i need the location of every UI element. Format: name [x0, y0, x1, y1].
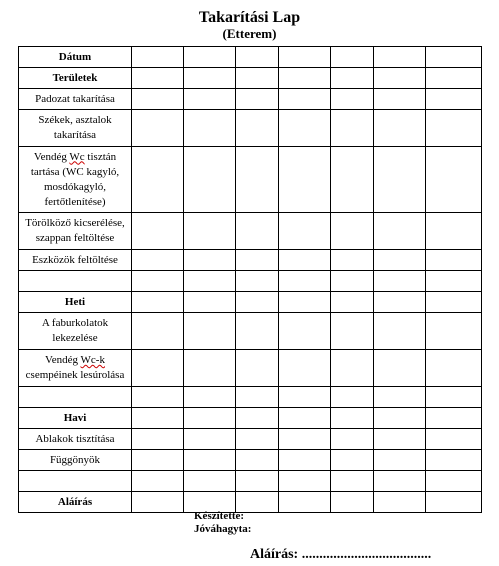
- table-cell[interactable]: [236, 408, 279, 429]
- table-row: [19, 313, 482, 350]
- table-cell[interactable]: [184, 147, 236, 213]
- table-cell[interactable]: [236, 147, 279, 213]
- date-cell[interactable]: [184, 47, 236, 68]
- task-label-line: mosdókagyló,: [43, 180, 107, 193]
- section-header-heti: Heti: [19, 292, 132, 313]
- table-row: [19, 429, 482, 450]
- table-cell[interactable]: [279, 350, 331, 387]
- row-label-datum: Dátum: [19, 47, 132, 68]
- table-cell[interactable]: [236, 213, 279, 250]
- table-cell[interactable]: [331, 313, 374, 350]
- table-cell[interactable]: [279, 147, 331, 213]
- table-cell[interactable]: [236, 292, 279, 313]
- table-cell[interactable]: [132, 471, 184, 492]
- date-cell[interactable]: [426, 47, 482, 68]
- table-cell[interactable]: [426, 292, 482, 313]
- date-cell[interactable]: [331, 47, 374, 68]
- task-label-line: szappan feltöltése: [35, 232, 115, 244]
- task-label-vendeg-wc: [19, 147, 132, 213]
- table-cell[interactable]: [132, 68, 184, 89]
- task-label-line: A faburkolatok: [41, 317, 109, 329]
- table-cell[interactable]: [331, 147, 374, 213]
- signature-cell[interactable]: [279, 492, 331, 513]
- table-row: [19, 68, 482, 89]
- table-cell[interactable]: [184, 350, 236, 387]
- table-row: [19, 350, 482, 387]
- table-cell[interactable]: [279, 271, 331, 292]
- table-cell[interactable]: [426, 429, 482, 450]
- spellcheck-word: Wc-k: [80, 354, 105, 366]
- section-header-havi: Havi: [19, 408, 132, 429]
- table-cell[interactable]: [374, 110, 426, 147]
- task-label-line: [21, 353, 129, 368]
- table-cell[interactable]: [279, 429, 331, 450]
- table-cell[interactable]: [426, 450, 482, 471]
- table-cell[interactable]: [132, 450, 184, 471]
- table-cell[interactable]: [426, 350, 482, 387]
- table-cell[interactable]: [331, 250, 374, 271]
- table-cell[interactable]: [374, 292, 426, 313]
- table-cell[interactable]: [279, 250, 331, 271]
- table-cell[interactable]: [374, 408, 426, 429]
- table-cell[interactable]: [374, 387, 426, 408]
- table-cell[interactable]: [279, 450, 331, 471]
- table-cell[interactable]: [374, 313, 426, 350]
- signature-cell[interactable]: [331, 492, 374, 513]
- table-cell[interactable]: [374, 450, 426, 471]
- table-cell[interactable]: [184, 250, 236, 271]
- approved-by-label: Jóváhagyta:: [194, 523, 252, 535]
- task-label-line: fertőtlenítése): [44, 195, 106, 208]
- table-cell[interactable]: [132, 147, 184, 213]
- table-cell[interactable]: [19, 271, 132, 292]
- table-cell[interactable]: [426, 147, 482, 213]
- task-label-szekek: [19, 110, 132, 147]
- table-cell[interactable]: [279, 213, 331, 250]
- table-row: [19, 110, 482, 147]
- date-cell[interactable]: [374, 47, 426, 68]
- table-row: [19, 213, 482, 250]
- prepared-by-label: Készítette:: [194, 510, 245, 522]
- table-cell[interactable]: [426, 387, 482, 408]
- spellcheck-word: Wc: [69, 150, 85, 163]
- page-subtitle: (Etterem): [222, 26, 277, 41]
- table-cell[interactable]: [374, 271, 426, 292]
- table-cell[interactable]: [331, 68, 374, 89]
- table-cell[interactable]: [279, 408, 331, 429]
- task-label-fuggonyok: Függönyök: [19, 450, 132, 471]
- table-cell[interactable]: [236, 471, 279, 492]
- page-title: Takarítási Lap: [198, 9, 301, 26]
- table-row: [19, 147, 482, 213]
- table-cell[interactable]: [279, 68, 331, 89]
- table-cell[interactable]: [184, 313, 236, 350]
- table-cell[interactable]: [279, 313, 331, 350]
- table-cell[interactable]: [426, 313, 482, 350]
- table-cell[interactable]: [426, 471, 482, 492]
- table-row: [19, 492, 482, 513]
- table-cell[interactable]: [132, 250, 184, 271]
- task-label-faburkolat: [19, 313, 132, 350]
- table-row: [19, 387, 482, 408]
- signature-line: Aláírás: .....................................: [250, 547, 432, 562]
- table-cell[interactable]: [279, 387, 331, 408]
- task-label-torolkozo: [19, 213, 132, 250]
- table-cell[interactable]: [132, 350, 184, 387]
- task-label-padozat: Padozat takarítása: [19, 89, 132, 110]
- table-row: [19, 250, 482, 271]
- table-cell[interactable]: [374, 250, 426, 271]
- table-cell[interactable]: [426, 250, 482, 271]
- table-cell[interactable]: [331, 271, 374, 292]
- table-cell[interactable]: [184, 429, 236, 450]
- table-cell[interactable]: [236, 450, 279, 471]
- task-label-line: takarítása: [53, 129, 97, 141]
- task-label-line: Székek, asztalok: [38, 114, 112, 126]
- table-cell[interactable]: [236, 271, 279, 292]
- table-cell[interactable]: [132, 313, 184, 350]
- table-cell[interactable]: [331, 387, 374, 408]
- table-cell[interactable]: [236, 429, 279, 450]
- table-cell[interactable]: [331, 450, 374, 471]
- table-cell[interactable]: [184, 408, 236, 429]
- task-label-ablakok: Ablakok tisztítása: [19, 429, 132, 450]
- table-cell[interactable]: [236, 313, 279, 350]
- task-label-line: lekezelése: [52, 332, 98, 344]
- table-cell[interactable]: [426, 213, 482, 250]
- table-cell[interactable]: [426, 408, 482, 429]
- table-row: [19, 47, 482, 68]
- table-cell[interactable]: [19, 387, 132, 408]
- date-cell[interactable]: [132, 47, 184, 68]
- table-cell[interactable]: [184, 292, 236, 313]
- table-cell[interactable]: [331, 213, 374, 250]
- table-cell[interactable]: [184, 271, 236, 292]
- date-cell[interactable]: [279, 47, 331, 68]
- cleaning-sheet-table: [18, 46, 482, 513]
- table-cell[interactable]: [279, 292, 331, 313]
- table-cell[interactable]: [19, 471, 132, 492]
- table-cell[interactable]: [132, 408, 184, 429]
- signature-cell[interactable]: [426, 492, 482, 513]
- table-row: [19, 271, 482, 292]
- section-header-teruletek: Területek: [19, 68, 132, 89]
- table-cell[interactable]: [331, 471, 374, 492]
- table-cell[interactable]: [331, 292, 374, 313]
- task-label-line: csempéinek lesúrolása: [25, 369, 125, 381]
- table-cell[interactable]: [132, 89, 184, 110]
- table-row: [19, 450, 482, 471]
- task-label-line: Törölköző kicserélése,: [25, 217, 125, 229]
- table-cell[interactable]: [184, 89, 236, 110]
- table-cell[interactable]: [184, 387, 236, 408]
- table-cell[interactable]: [331, 350, 374, 387]
- table-cell[interactable]: [331, 408, 374, 429]
- table-cell[interactable]: [184, 213, 236, 250]
- task-label-eszkozok: Eszközök feltöltése: [19, 250, 132, 271]
- task-label-text: tisztán: [84, 150, 117, 163]
- table-row: [19, 292, 482, 313]
- table-cell[interactable]: [279, 89, 331, 110]
- task-label-text: Vendég: [45, 354, 81, 366]
- table-cell[interactable]: [331, 429, 374, 450]
- table-cell[interactable]: [331, 110, 374, 147]
- table-cell[interactable]: [132, 271, 184, 292]
- task-label-csempe: [19, 350, 132, 387]
- table-cell[interactable]: [132, 429, 184, 450]
- table-cell[interactable]: [374, 429, 426, 450]
- table-cell[interactable]: [331, 89, 374, 110]
- table-cell[interactable]: [236, 68, 279, 89]
- task-label-line: [21, 150, 129, 165]
- table-cell[interactable]: [374, 213, 426, 250]
- table-cell[interactable]: [426, 68, 482, 89]
- table-cell[interactable]: [184, 471, 236, 492]
- signature-cell[interactable]: [132, 492, 184, 513]
- table-cell[interactable]: [184, 68, 236, 89]
- table-cell[interactable]: [132, 213, 184, 250]
- table-row: [19, 408, 482, 429]
- table-cell[interactable]: [236, 350, 279, 387]
- table-cell[interactable]: [374, 350, 426, 387]
- table-cell[interactable]: [426, 110, 482, 147]
- table-cell[interactable]: [236, 89, 279, 110]
- table-cell[interactable]: [374, 68, 426, 89]
- task-label-line: tartása (WC kagyló,: [30, 165, 120, 178]
- table-cell[interactable]: [236, 250, 279, 271]
- table-cell[interactable]: [184, 110, 236, 147]
- table-cell[interactable]: [236, 387, 279, 408]
- table-cell[interactable]: [374, 147, 426, 213]
- table-cell[interactable]: [132, 387, 184, 408]
- table-cell[interactable]: [374, 89, 426, 110]
- table-cell[interactable]: [426, 271, 482, 292]
- table-cell[interactable]: [426, 89, 482, 110]
- row-label-alairas: Aláírás: [19, 492, 132, 513]
- table-cell[interactable]: [279, 110, 331, 147]
- date-cell[interactable]: [236, 47, 279, 68]
- table-cell[interactable]: [374, 471, 426, 492]
- table-row: [19, 471, 482, 492]
- table-cell[interactable]: [132, 110, 184, 147]
- task-label-text: Vendég: [33, 150, 70, 163]
- table-row: [19, 89, 482, 110]
- table-cell[interactable]: [236, 110, 279, 147]
- table-cell[interactable]: [279, 471, 331, 492]
- signature-cell[interactable]: [374, 492, 426, 513]
- table-cell[interactable]: [132, 292, 184, 313]
- table-cell[interactable]: [184, 450, 236, 471]
